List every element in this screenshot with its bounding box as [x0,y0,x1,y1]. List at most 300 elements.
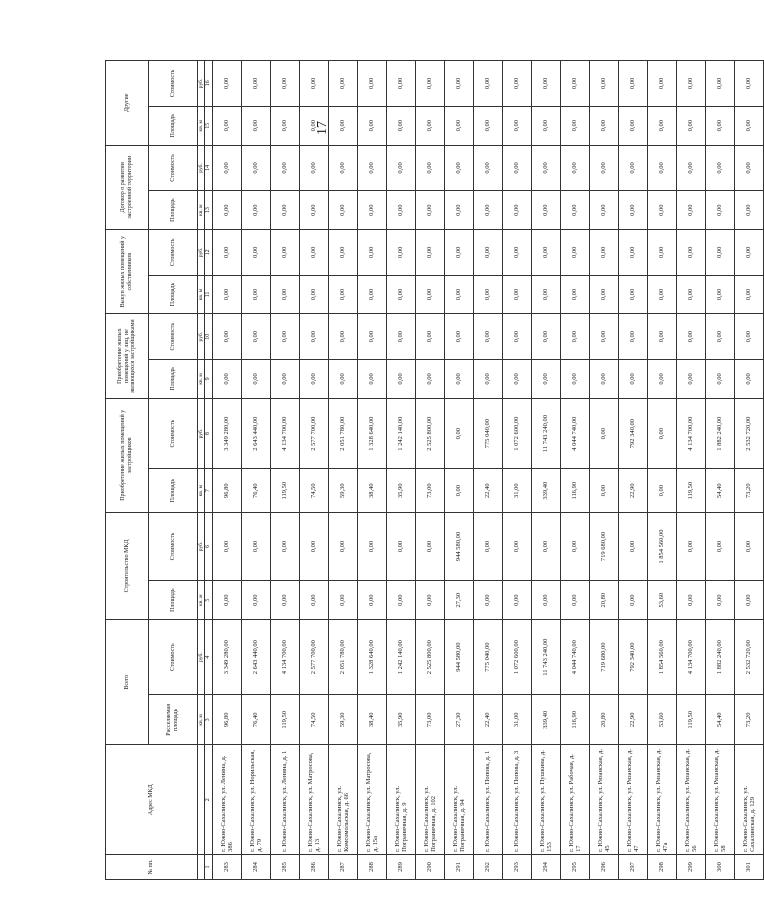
header-cost: Стоимость [149,398,198,469]
row-number: 291 [444,854,473,879]
row-value: 0,00 [734,512,763,580]
row-value: 0,00 [212,360,241,399]
row-value: 0,00 [415,106,444,145]
row-value: 38,40 [357,469,386,512]
header-cost: Стоимость [149,314,198,360]
row-number: 292 [473,854,502,879]
row-address: г. Южно-Сахалинск, ул. Рязанская, д. 45 [589,745,618,854]
row-value: 0,00 [444,106,473,145]
row-address: г. Южно-Сахалинск, ул. Рязанская, д. 58 [705,745,734,854]
row-value: 0,00 [473,512,502,580]
row-value: 27,30 [444,581,473,620]
row-value: 0,00 [212,512,241,580]
row-value: 0,00 [618,106,647,145]
row-address: г. Южно-Сахалинск, ул. Матросова, д. 15а [357,745,386,854]
row-address: г. Южно-Сахалинск, ул. Рабочая, д. 17 [560,745,589,854]
row-value: 0,00 [415,191,444,230]
table-row [270,61,299,880]
row-value: 0,00 [473,230,502,276]
header-acquisition-other: Приобретение жилых помещений у лиц, не являющихся застройщиками [106,314,149,398]
column-numbers-row [205,61,213,880]
table-row [241,61,270,880]
row-value: 719 680,00 [589,512,618,580]
row-value: 0,00 [241,61,270,107]
row-value: 0,00 [241,145,270,191]
row-value: 0,00 [705,581,734,620]
row-value: 0,00 [299,106,328,145]
row-value: 0,00 [589,398,618,469]
row-value: 0,00 [560,314,589,360]
row-address: г. Южно-Сахалинск, ул. Матросова, д. 13 [299,745,328,854]
row-value: 792 340,00 [618,620,647,695]
row-number: 289 [386,854,415,879]
column-number: 5 [205,581,213,620]
row-value: 339,40 [531,695,560,745]
row-value: 0,00 [473,106,502,145]
row-value: 0,00 [676,191,705,230]
row-value: 0,00 [618,145,647,191]
row-value: 1 242 140,00 [386,620,415,695]
row-value: 0,00 [560,61,589,107]
table-row [386,61,415,880]
row-number: 288 [357,854,386,879]
row-number: 300 [705,854,734,879]
row-value: 0,00 [647,191,676,230]
row-value: 0,00 [676,145,705,191]
row-value: 20,80 [589,581,618,620]
row-value: 0,00 [212,106,241,145]
row-value: 20,80 [589,695,618,745]
row-value: 0,00 [299,512,328,580]
row-value: 0,00 [589,145,618,191]
row-value: 0,00 [386,581,415,620]
row-value: 0,00 [299,191,328,230]
column-number: 14 [205,145,213,191]
row-value: 0,00 [502,360,531,399]
table-row [647,61,676,880]
table-row [357,61,386,880]
row-value: 0,00 [299,360,328,399]
row-value: 1 328 640,00 [357,398,386,469]
row-value: 0,00 [502,145,531,191]
row-address: г. Южно-Сахалинск, ул. Рязанская, д. 47а [647,745,676,854]
row-value: 1 854 560,00 [647,620,676,695]
row-value: 0,00 [328,230,357,276]
table-row [676,61,705,880]
row-value: 0,00 [502,275,531,314]
row-value: 22,40 [473,695,502,745]
units-row [198,61,205,880]
row-number: 283 [212,854,241,879]
row-value: 0,00 [212,581,241,620]
header-area-settle: Расселяемая площадь [149,695,198,745]
row-value: 944 580,00 [444,620,473,695]
row-value: 0,00 [444,314,473,360]
column-number: 6 [205,512,213,580]
row-value: 0,00 [415,512,444,580]
row-value: 0,00 [357,61,386,107]
row-number: 299 [676,854,705,879]
row-value: 2 643 440,00 [241,620,270,695]
column-number: 4 [205,620,213,695]
row-value: 35,90 [386,469,415,512]
row-address: г. Южно-Сахалинск, ул. Пограничная, д. 9 [386,745,415,854]
row-value: 119,50 [270,469,299,512]
column-number: 8 [205,398,213,469]
row-value: 35,90 [386,695,415,745]
row-value: 0,00 [560,360,589,399]
row-value: 73,20 [734,695,763,745]
row-value: 0,00 [734,275,763,314]
table-body [212,61,763,880]
table-row [734,61,763,880]
row-value: 0,00 [444,191,473,230]
row-value: 775 040,00 [473,620,502,695]
row-value: 0,00 [473,581,502,620]
row-value: 2 051 780,00 [328,620,357,695]
row-value: 0,00 [676,230,705,276]
unit-cell: кв. м [198,106,205,145]
row-value: 0,00 [270,581,299,620]
row-value: 0,00 [270,106,299,145]
unit-cell: кв. м [198,275,205,314]
row-value: 0,00 [618,581,647,620]
row-value: 74,50 [299,469,328,512]
row-value: 0,00 [531,581,560,620]
row-value: 0,00 [589,360,618,399]
row-value: 0,00 [212,230,241,276]
header-area: Площадь [149,275,198,314]
row-value: 27,30 [444,695,473,745]
row-value: 1 072 600,00 [502,620,531,695]
row-value: 0,00 [618,61,647,107]
row-value: 0,00 [444,360,473,399]
row-value: 0,00 [473,314,502,360]
housing-table [105,60,764,880]
column-number: 11 [205,275,213,314]
unit-cell: кв. м [198,191,205,230]
row-value: 0,00 [270,230,299,276]
row-value: 0,00 [589,230,618,276]
row-value: 53,60 [647,581,676,620]
row-value: 0,00 [560,275,589,314]
row-value: 0,00 [531,61,560,107]
row-value: 339,40 [531,469,560,512]
row-number: 285 [270,854,299,879]
unit-cell: кв. м [198,695,205,745]
row-value: 3 349 280,00 [212,398,241,469]
row-value: 2 525 800,00 [415,398,444,469]
row-address: г. Южно-Сахалинск, ул. Пушкина, д. 153 [531,745,560,854]
header-contract: Договор о развитии застроенной территории [106,145,149,229]
header-other: Другие [106,61,149,146]
row-value: 0,00 [676,512,705,580]
row-value: 0,00 [589,191,618,230]
row-value: 31,00 [502,469,531,512]
row-value: 0,00 [473,61,502,107]
row-value: 119,50 [676,469,705,512]
row-value: 0,00 [212,61,241,107]
column-number: 7 [205,469,213,512]
page-number: 17 [315,121,330,135]
row-value: 0,00 [270,360,299,399]
header-no: № пп. [106,854,198,879]
row-number: 294 [531,854,560,879]
header-construction: Строительство МКД [106,512,149,619]
row-value: 1 882 240,00 [705,620,734,695]
row-value: 0,00 [357,230,386,276]
row-value: 11 743 240,00 [531,620,560,695]
column-number: 13 [205,191,213,230]
row-value: 0,00 [415,145,444,191]
row-value: 0,00 [386,314,415,360]
row-value: 0,00 [415,314,444,360]
row-value: 0,00 [415,61,444,107]
row-value: 0,00 [676,360,705,399]
table-row [444,61,473,880]
row-value: 0,00 [241,275,270,314]
row-address: г. Южно-Сахалинск, ул. Рязанская, д. 56 [676,745,705,854]
unit-cell: кв. м [198,469,205,512]
row-value: 0,00 [212,145,241,191]
row-address: г. Южно-Сахалинск, ул. Рязанская, д. 47 [618,745,647,854]
row-value: 73,00 [415,469,444,512]
row-number: 296 [589,854,618,879]
header-address: Адрес МКД [106,745,198,854]
row-value: 119,50 [676,695,705,745]
row-value: 0,00 [676,314,705,360]
row-value: 0,00 [502,61,531,107]
row-value: 792 340,00 [618,398,647,469]
row-value: 31,00 [502,695,531,745]
row-address: г. Южно-Сахалинск, ул. Попова, д. 1 [473,745,502,854]
row-value: 0,00 [357,581,386,620]
row-value: 0,00 [444,398,473,469]
row-value: 0,00 [357,191,386,230]
row-value: 116,90 [560,695,589,745]
row-value: 76,40 [241,469,270,512]
row-value: 0,00 [212,314,241,360]
row-value: 0,00 [444,275,473,314]
column-number: 10 [205,314,213,360]
row-value: 2 577 700,00 [299,398,328,469]
table-row [560,61,589,880]
row-value: 719 680,00 [589,620,618,695]
row-value: 0,00 [386,191,415,230]
header-area: Площадь [149,191,198,230]
row-value: 0,00 [705,191,734,230]
row-value: 0,00 [531,275,560,314]
row-value: 0,00 [415,360,444,399]
row-value: 0,00 [589,275,618,314]
row-value: 0,00 [357,360,386,399]
row-value: 0,00 [270,145,299,191]
row-value: 0,00 [502,581,531,620]
row-value: 0,00 [386,230,415,276]
row-value: 944 580,00 [444,512,473,580]
row-value: 0,00 [386,61,415,107]
table-row [531,61,560,880]
row-value: 0,00 [241,512,270,580]
row-value: 0,00 [734,145,763,191]
column-number: 3 [205,695,213,745]
row-value: 0,00 [676,581,705,620]
row-value: 0,00 [502,106,531,145]
row-value: 0,00 [357,145,386,191]
row-value: 0,00 [299,145,328,191]
row-value: 0,00 [647,106,676,145]
row-value: 0,00 [241,314,270,360]
row-value: 2 051 780,00 [328,398,357,469]
row-value: 53,60 [647,695,676,745]
row-value: 0,00 [386,512,415,580]
table-row [415,61,444,880]
header-cost: Стоимость [149,512,198,580]
row-value: 0,00 [502,314,531,360]
row-value: 0,00 [270,191,299,230]
row-value: 0,00 [328,106,357,145]
row-value: 0,00 [705,61,734,107]
row-value: 0,00 [531,360,560,399]
header-cost: Стоимость [149,230,198,276]
unit-cell: руб. [198,230,205,276]
header-acquisition-dev: Приобретение жилых помещений у застройщиков [106,398,149,512]
row-value: 0,00 [444,230,473,276]
row-address: г. Южно-Сахалинск, ул. Ленина, д. 1 [270,745,299,854]
row-address: г. Южно-Сахалинск, ул. Попова, д. 3 [502,745,531,854]
unit-cell: руб. [198,512,205,580]
row-value: 0,00 [415,230,444,276]
row-value: 0,00 [618,230,647,276]
row-value: 0,00 [618,360,647,399]
row-value: 1 072 600,00 [502,398,531,469]
row-value: 3 349 280,00 [212,620,241,695]
row-value: 0,00 [560,191,589,230]
row-value: 0,00 [270,275,299,314]
column-number: 12 [205,230,213,276]
row-value: 2 532 720,00 [734,398,763,469]
row-value: 0,00 [705,106,734,145]
row-value: 2 577 700,00 [299,620,328,695]
header-cost: Стоимость [149,145,198,191]
row-value: 0,00 [734,314,763,360]
row-value: 0,00 [357,314,386,360]
row-value: 0,00 [618,275,647,314]
row-value: 0,00 [560,145,589,191]
table-row [473,61,502,880]
row-value: 0,00 [328,512,357,580]
row-value: 0,00 [560,106,589,145]
row-address: г. Южно-Сахалинск, ул. Пограничная, д. 94 [444,745,473,854]
row-value: 0,00 [299,230,328,276]
row-value: 0,00 [705,314,734,360]
row-value: 0,00 [299,314,328,360]
table-row [589,61,618,880]
row-value: 73,00 [415,695,444,745]
row-value: 4 044 740,00 [560,620,589,695]
row-value: 22,40 [473,469,502,512]
row-value: 0,00 [705,512,734,580]
row-value: 0,00 [502,512,531,580]
row-value: 11 743 240,00 [531,398,560,469]
row-number: 298 [647,854,676,879]
column-number: 16 [205,61,213,107]
row-value: 0,00 [734,61,763,107]
row-value: 54,40 [705,695,734,745]
row-value: 0,00 [328,145,357,191]
row-value: 775 040,00 [473,398,502,469]
row-address: г. Южно-Сахалинск, ул. Норильская, д. 79 [241,745,270,854]
row-value: 0,00 [444,469,473,512]
row-value: 0,00 [212,275,241,314]
row-value: 0,00 [357,512,386,580]
unit-cell: кв. м [198,360,205,399]
row-value: 0,00 [705,230,734,276]
row-value: 0,00 [647,360,676,399]
row-value: 0,00 [299,581,328,620]
row-value: 2 643 440,00 [241,398,270,469]
row-value: 0,00 [560,230,589,276]
row-value: 0,00 [357,106,386,145]
row-value: 0,00 [502,191,531,230]
row-value: 0,00 [734,191,763,230]
row-address: г. Южно-Сахалинск, ул. Пограничная, д. 102 [415,745,444,854]
row-value: 0,00 [705,360,734,399]
row-value: 0,00 [560,581,589,620]
row-value: 0,00 [270,61,299,107]
row-value: 54,40 [705,469,734,512]
row-value: 0,00 [241,581,270,620]
row-value: 0,00 [618,314,647,360]
row-value: 0,00 [734,360,763,399]
row-value: 1 328 640,00 [357,620,386,695]
row-value: 0,00 [647,469,676,512]
row-value: 0,00 [444,61,473,107]
row-value: 0,00 [531,106,560,145]
row-address: г. Южно-Сахалинск, ул. Ленина, д. 386 [212,745,241,854]
row-value: 0,00 [386,360,415,399]
table-row [618,61,647,880]
row-value: 0,00 [328,360,357,399]
row-value: 0,00 [531,230,560,276]
header-buyout: Выкуп жилых помещений у собственников [106,230,149,314]
header-cost: Стоимость [149,620,198,695]
unit-cell: руб. [198,145,205,191]
row-value: 22,90 [618,469,647,512]
table-row [212,61,241,880]
row-value: 38,40 [357,695,386,745]
header-area: Площадь [149,106,198,145]
row-value: 0,00 [212,191,241,230]
row-value: 0,00 [241,230,270,276]
row-value: 1 882 240,00 [705,398,734,469]
row-value: 2 532 720,00 [734,620,763,695]
row-value: 4 134 700,00 [676,398,705,469]
row-value: 0,00 [589,106,618,145]
row-value: 96,80 [212,695,241,745]
row-value: 1 242 140,00 [386,398,415,469]
row-value: 0,00 [270,314,299,360]
row-number: 286 [299,854,328,879]
row-address: г. Южно-Сахалинск, ул. Комсомольская, д. 66 [328,745,357,854]
row-value: 0,00 [415,275,444,314]
row-value: 0,00 [734,581,763,620]
row-value: 0,00 [357,275,386,314]
row-value: 0,00 [241,106,270,145]
row-value: 2 525 800,00 [415,620,444,695]
row-number: 287 [328,854,357,879]
row-value: 0,00 [531,314,560,360]
